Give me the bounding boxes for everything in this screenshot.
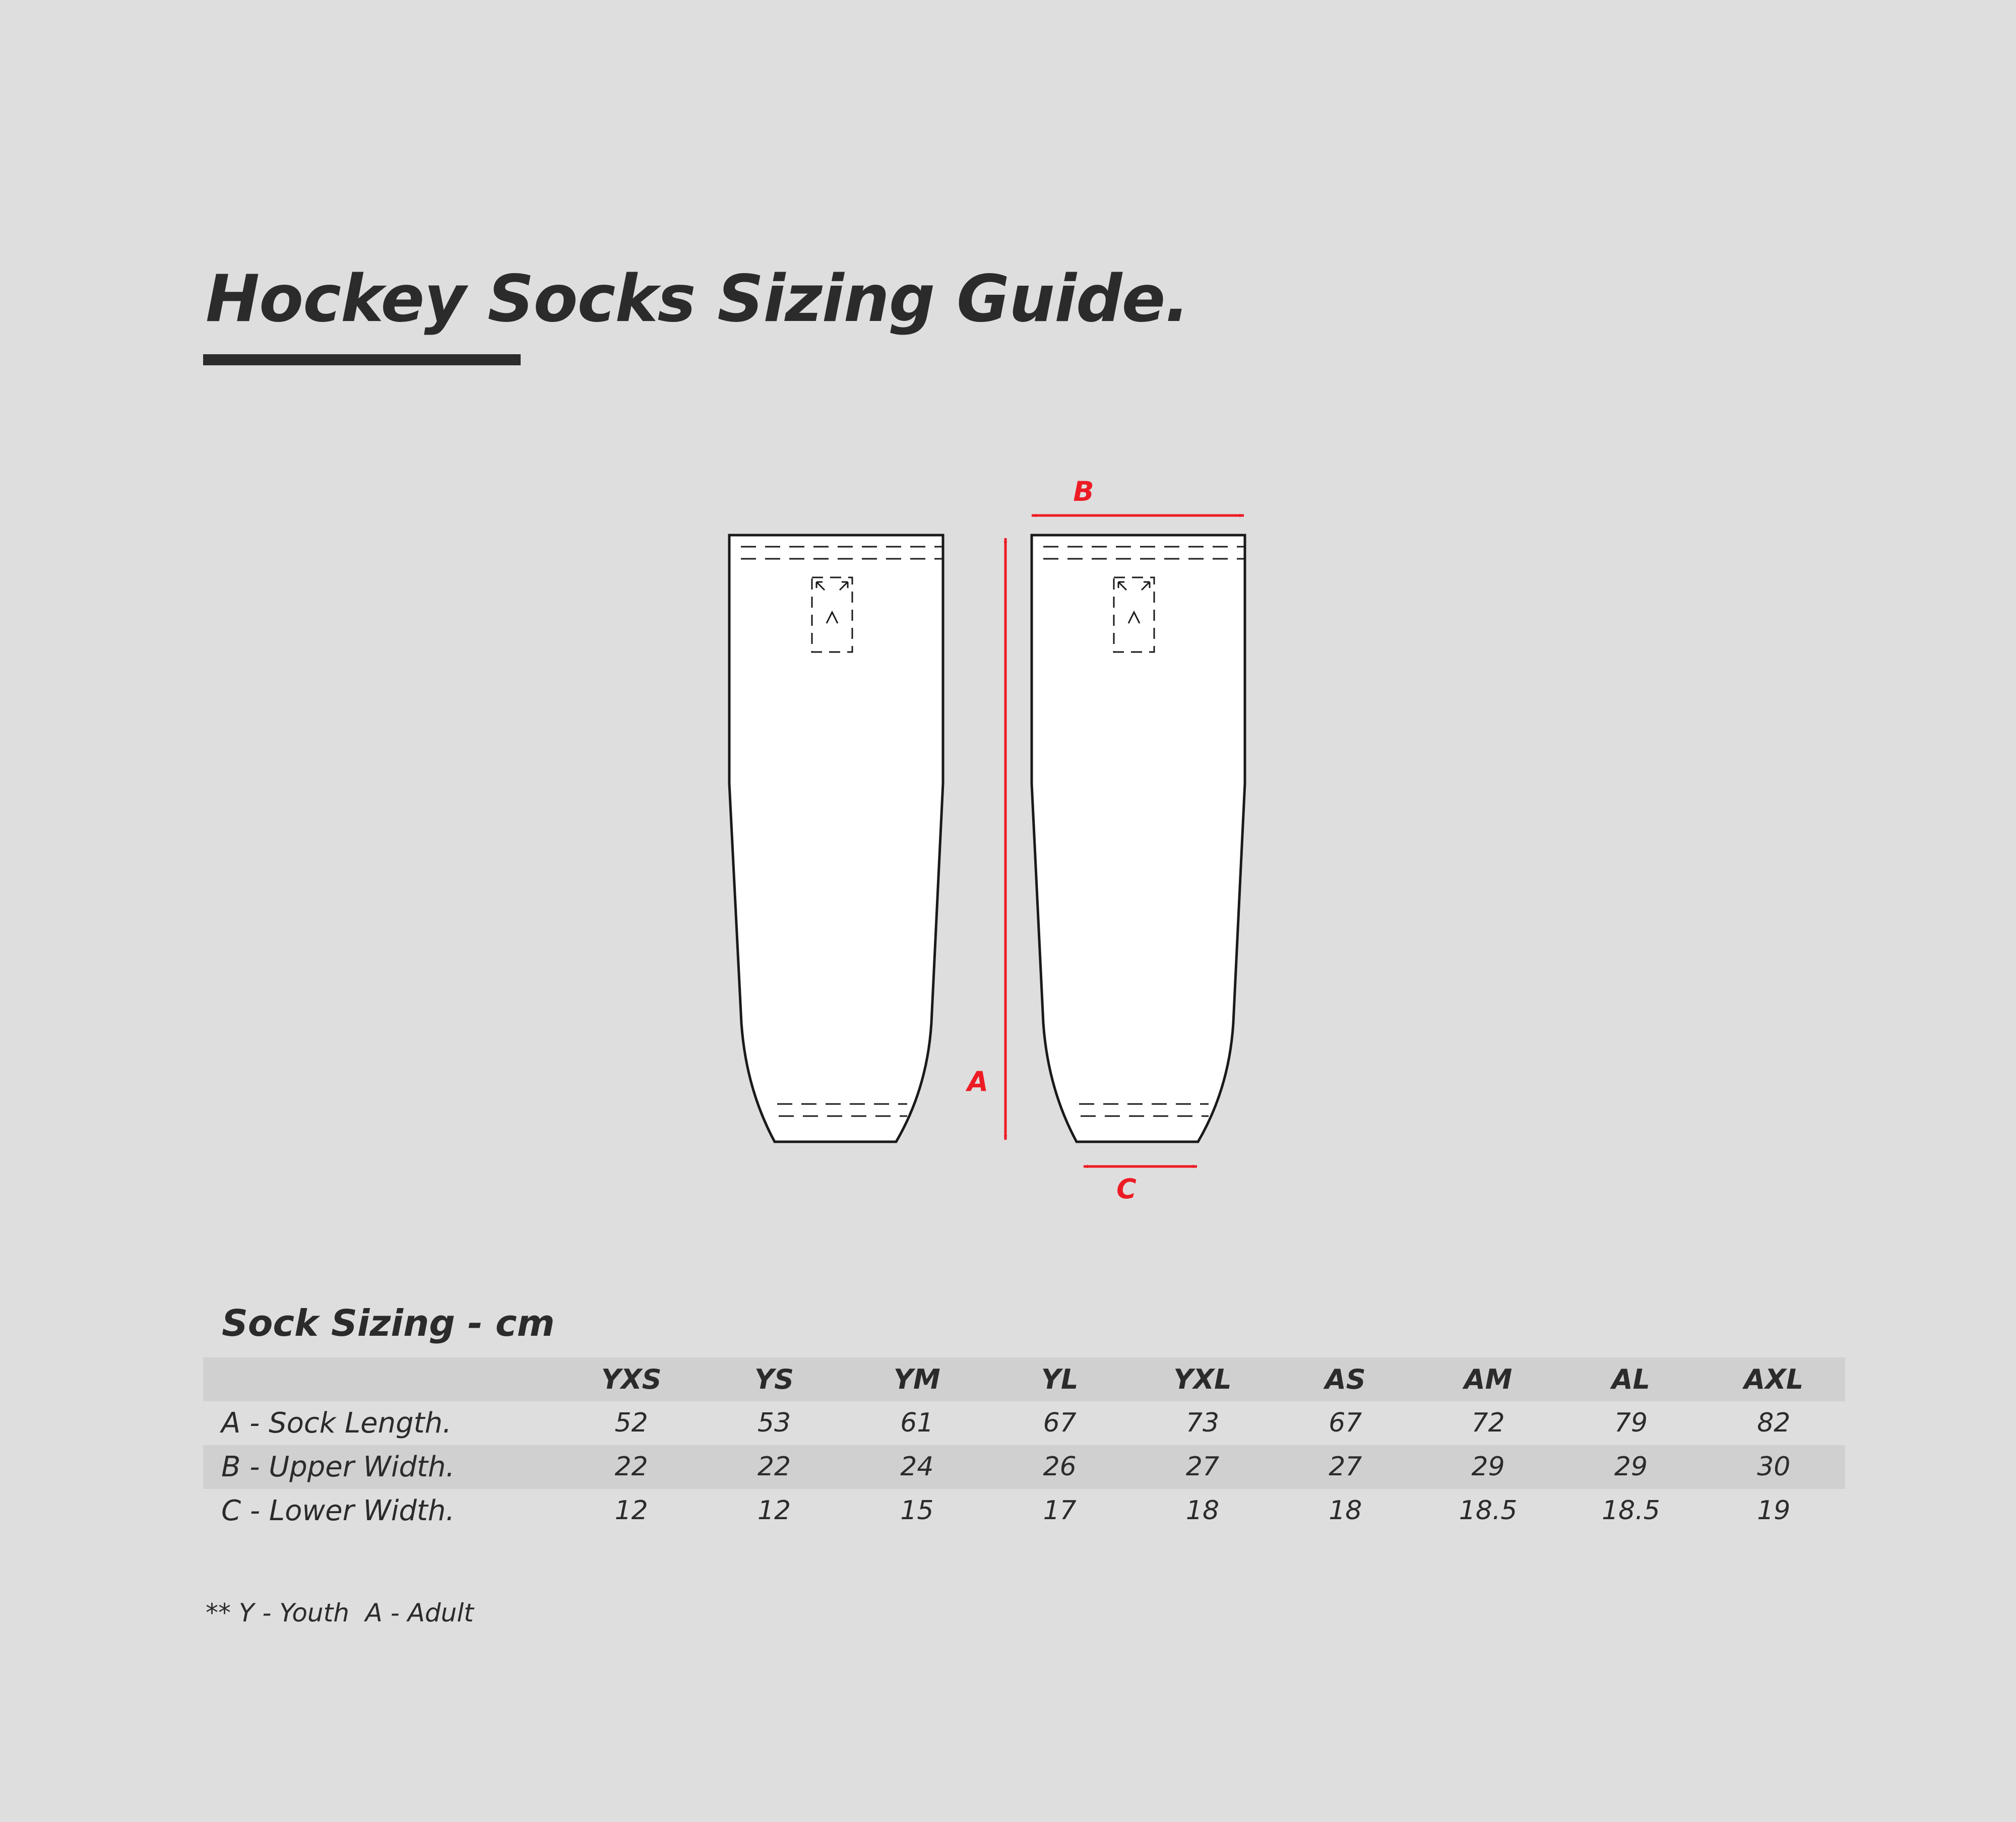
table-row	[203, 1489, 1845, 1533]
sock-left	[729, 535, 943, 1142]
table-cell: 19	[1757, 1495, 1791, 1526]
header-size: YL	[1041, 1363, 1079, 1395]
header-size: YXL	[1173, 1363, 1232, 1395]
table-cell: 22	[757, 1452, 791, 1482]
table-cell: 29	[1471, 1452, 1505, 1482]
table-title: Sock Sizing - cm	[222, 1302, 555, 1344]
table-cell: 18	[1329, 1495, 1362, 1526]
table-cell: 29	[1614, 1452, 1648, 1482]
table-cell: 26	[1043, 1452, 1077, 1482]
header-size: YM	[893, 1363, 940, 1395]
header-size: YS	[754, 1363, 794, 1395]
header-size: AL	[1611, 1363, 1651, 1395]
table-cell: 18.5	[1459, 1495, 1518, 1526]
footnote: ** Y - Youth A - Adult	[206, 1598, 474, 1628]
header-size: AXL	[1744, 1363, 1804, 1395]
table-row	[203, 1401, 1845, 1445]
table-cell: 27	[1185, 1452, 1220, 1482]
header-empty-cell	[203, 1357, 560, 1401]
table-cell: 82	[1757, 1408, 1791, 1438]
table-cell: 18.5	[1602, 1495, 1660, 1526]
table-cell: 30	[1757, 1452, 1791, 1482]
sock-right	[1032, 535, 1245, 1142]
table-cell: 53	[757, 1408, 791, 1438]
table-cell: 27	[1329, 1452, 1362, 1482]
page-title: Hockey Socks Sizing Guide.	[206, 262, 1189, 337]
table-header-row	[203, 1357, 1845, 1401]
table-cell: 24	[900, 1452, 934, 1482]
table-cell: 22	[614, 1452, 648, 1482]
table-cell: 15	[900, 1495, 934, 1526]
table-cell: 52	[614, 1408, 648, 1438]
table-cell: 12	[614, 1495, 648, 1526]
header-size: YXS	[601, 1363, 662, 1395]
header-size: AM	[1464, 1363, 1513, 1395]
header-size: AS	[1325, 1363, 1366, 1395]
measure-label-a: A	[967, 1066, 988, 1097]
table-row	[203, 1445, 1845, 1489]
table-cell: 72	[1471, 1408, 1505, 1438]
table-cell: 73	[1185, 1408, 1220, 1438]
table-cell: 79	[1614, 1408, 1648, 1438]
size-table	[203, 1357, 1845, 1533]
row-label: A - Sock Length.	[221, 1407, 452, 1440]
row-label: B - Upper Width.	[221, 1451, 455, 1483]
table-cell: 17	[1043, 1495, 1077, 1526]
row-label: C - Lower Width.	[221, 1494, 455, 1527]
table-cell: 18	[1185, 1495, 1220, 1526]
measure-label-c: C	[1116, 1173, 1137, 1205]
table-cell: 12	[757, 1495, 791, 1526]
table-cell: 67	[1329, 1408, 1362, 1438]
table-cell: 67	[1043, 1408, 1077, 1438]
table-cell: 61	[900, 1408, 934, 1438]
measure-label-b: B	[1073, 476, 1094, 507]
